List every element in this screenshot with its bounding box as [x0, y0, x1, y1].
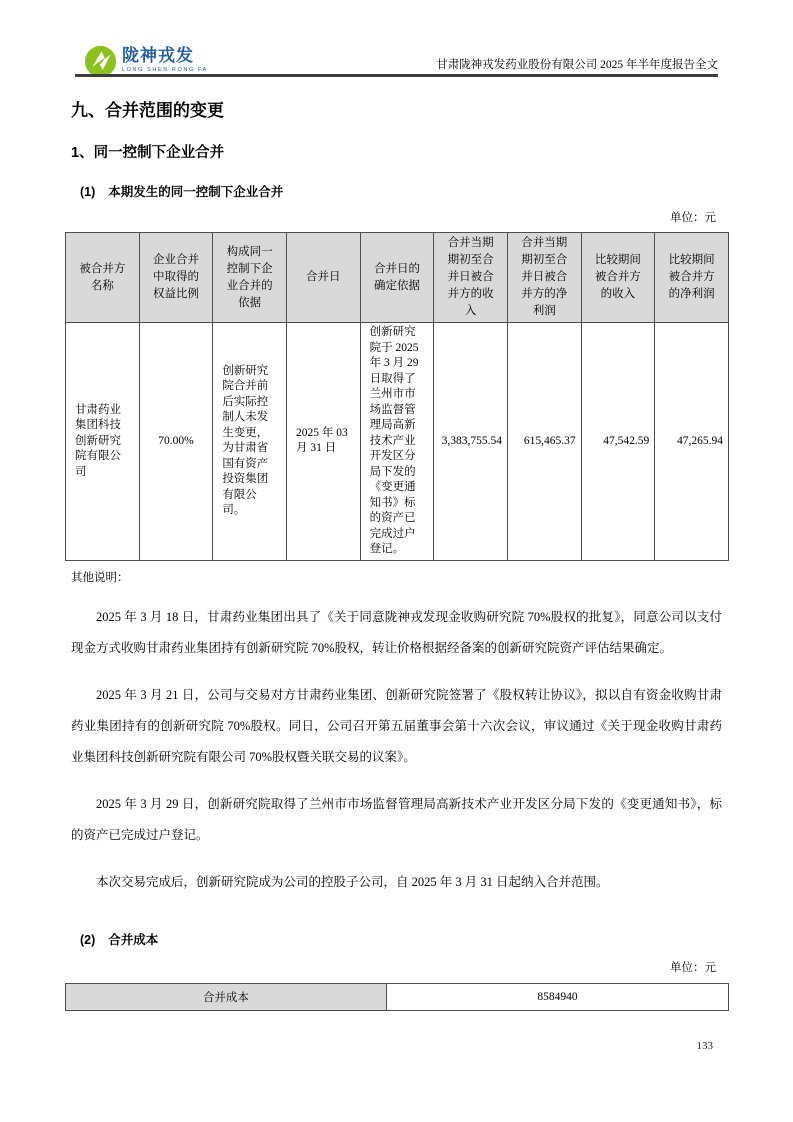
clause-1-number: (1): [80, 185, 96, 199]
body-paragraph: 2025 年 3 月 29 日，创新研究院取得了兰州市市场监督管理局高新技术产业开发区分局下发的《变更通知书》，标的资产已完成过户登记。: [71, 797, 722, 842]
body-paragraph: 2025 年 3 月 21 日，公司与交易对方甘肃药业集团、创新研究院签署了《股权转让协议》，拟以自有资金收购甘肃药业集团持有的创新研究院 70%股权。同日，公司召开第五届董事会第十六次会议，审议通过《关于现金收购甘肃药业集团科技创新研究院有限公司 70%股权暨关联交易的议案》。: [71, 688, 722, 764]
comparative-net-profit-cell: 47,265.94: [655, 323, 729, 561]
column-header-date-basis: 合并日的确定依据: [360, 233, 434, 323]
other-note-label: 其他说明：: [71, 572, 129, 584]
clause-2-label: 合并成本: [108, 933, 159, 947]
clause-1-label: 本期发生的同一控制下企业合并: [108, 185, 284, 199]
column-header-net-profit: 合并当期期初至合并日被合并方的净利润: [507, 233, 581, 323]
net-profit-cell: 615,465.37: [507, 323, 581, 561]
unit-label-1: 单位：元: [670, 212, 716, 224]
brand-tagline: LONG SHEN RONG FA: [122, 67, 208, 73]
date-basis-cell: 创新研究院于 2025 年 3 月 29 日取得了兰州市市场监督管理局高新技术产业开发区分局下发的《变更通知书》标的资产已完成过户登记。: [360, 323, 434, 561]
cost-label-cell: 合并成本: [66, 984, 387, 1011]
section-title-main: 九、合并范围的变更: [71, 101, 224, 120]
column-header-merger-date: 合并日: [286, 233, 360, 323]
clause-1-heading: [80, 182, 283, 200]
cost-value-cell: 8584940: [386, 984, 728, 1011]
column-header-merged-entity: 被合并方名称: [66, 233, 140, 323]
merger-table-row: [66, 323, 729, 561]
merger-table: [65, 232, 729, 561]
body-paragraph: 本次交易完成后，创新研究院成为公司的控股子公司，自 2025 年 3 月 31 日起纳入合并范围。: [96, 875, 609, 889]
merger-table-header-row: [66, 233, 729, 323]
column-header-equity-ratio: 企业合并中取得的权益比例: [139, 233, 213, 323]
brand-name: 陇神戎发: [122, 46, 194, 65]
brand-text: [122, 47, 208, 73]
doc-title: 甘肃陇神戎发药业股份有限公司 2025 年半年度报告全文: [436, 59, 718, 71]
body-paragraph: 2025 年 3 月 18 日，甘肃药业集团出具了《关于同意陇神戎发现金收购研究院 70%股权的批复》，同意公司以支付现金方式收购甘肃药业集团持有创新研究院 70%股权，转让价格根据经备案的创新研究院资产评估结果确定。: [71, 610, 722, 655]
comparative-revenue-cell: 47,542.59: [581, 323, 655, 561]
column-header-revenue: 合并当期期初至合并日被合并方的收入: [434, 233, 508, 323]
clause-2-number: (2): [80, 933, 96, 947]
column-header-comparative-revenue: 比较期间被合并方的收入: [581, 233, 655, 323]
section-title-sub: 1、同一控制下企业合并: [71, 145, 225, 161]
equity-ratio-cell: 70.00%: [139, 323, 213, 561]
header-rule: [75, 74, 718, 77]
cost-table-row: [66, 984, 729, 1011]
unit-label-2: 单位：元: [670, 962, 716, 974]
note-paragraphs: [71, 602, 722, 914]
column-header-comparative-net-profit: 比较期间被合并方的净利润: [655, 233, 729, 323]
revenue-cell: 3,383,755.54: [434, 323, 508, 561]
merger-date-cell: 2025 年 03 月 31 日: [286, 323, 360, 561]
clause-2-heading: [80, 930, 158, 948]
column-header-basis: 构成同一控制下企业合并的依据: [213, 233, 287, 323]
page-number: 133: [696, 1040, 713, 1052]
cost-table: [65, 983, 729, 1011]
merger-basis-cell: 创新研究院合并前后实际控制人未发生变更，为甘肃省国有资产投资集团有限公司。: [213, 323, 287, 561]
merged-entity-name-cell: 甘肃药业集团科技创新研究院有限公司: [66, 323, 140, 561]
